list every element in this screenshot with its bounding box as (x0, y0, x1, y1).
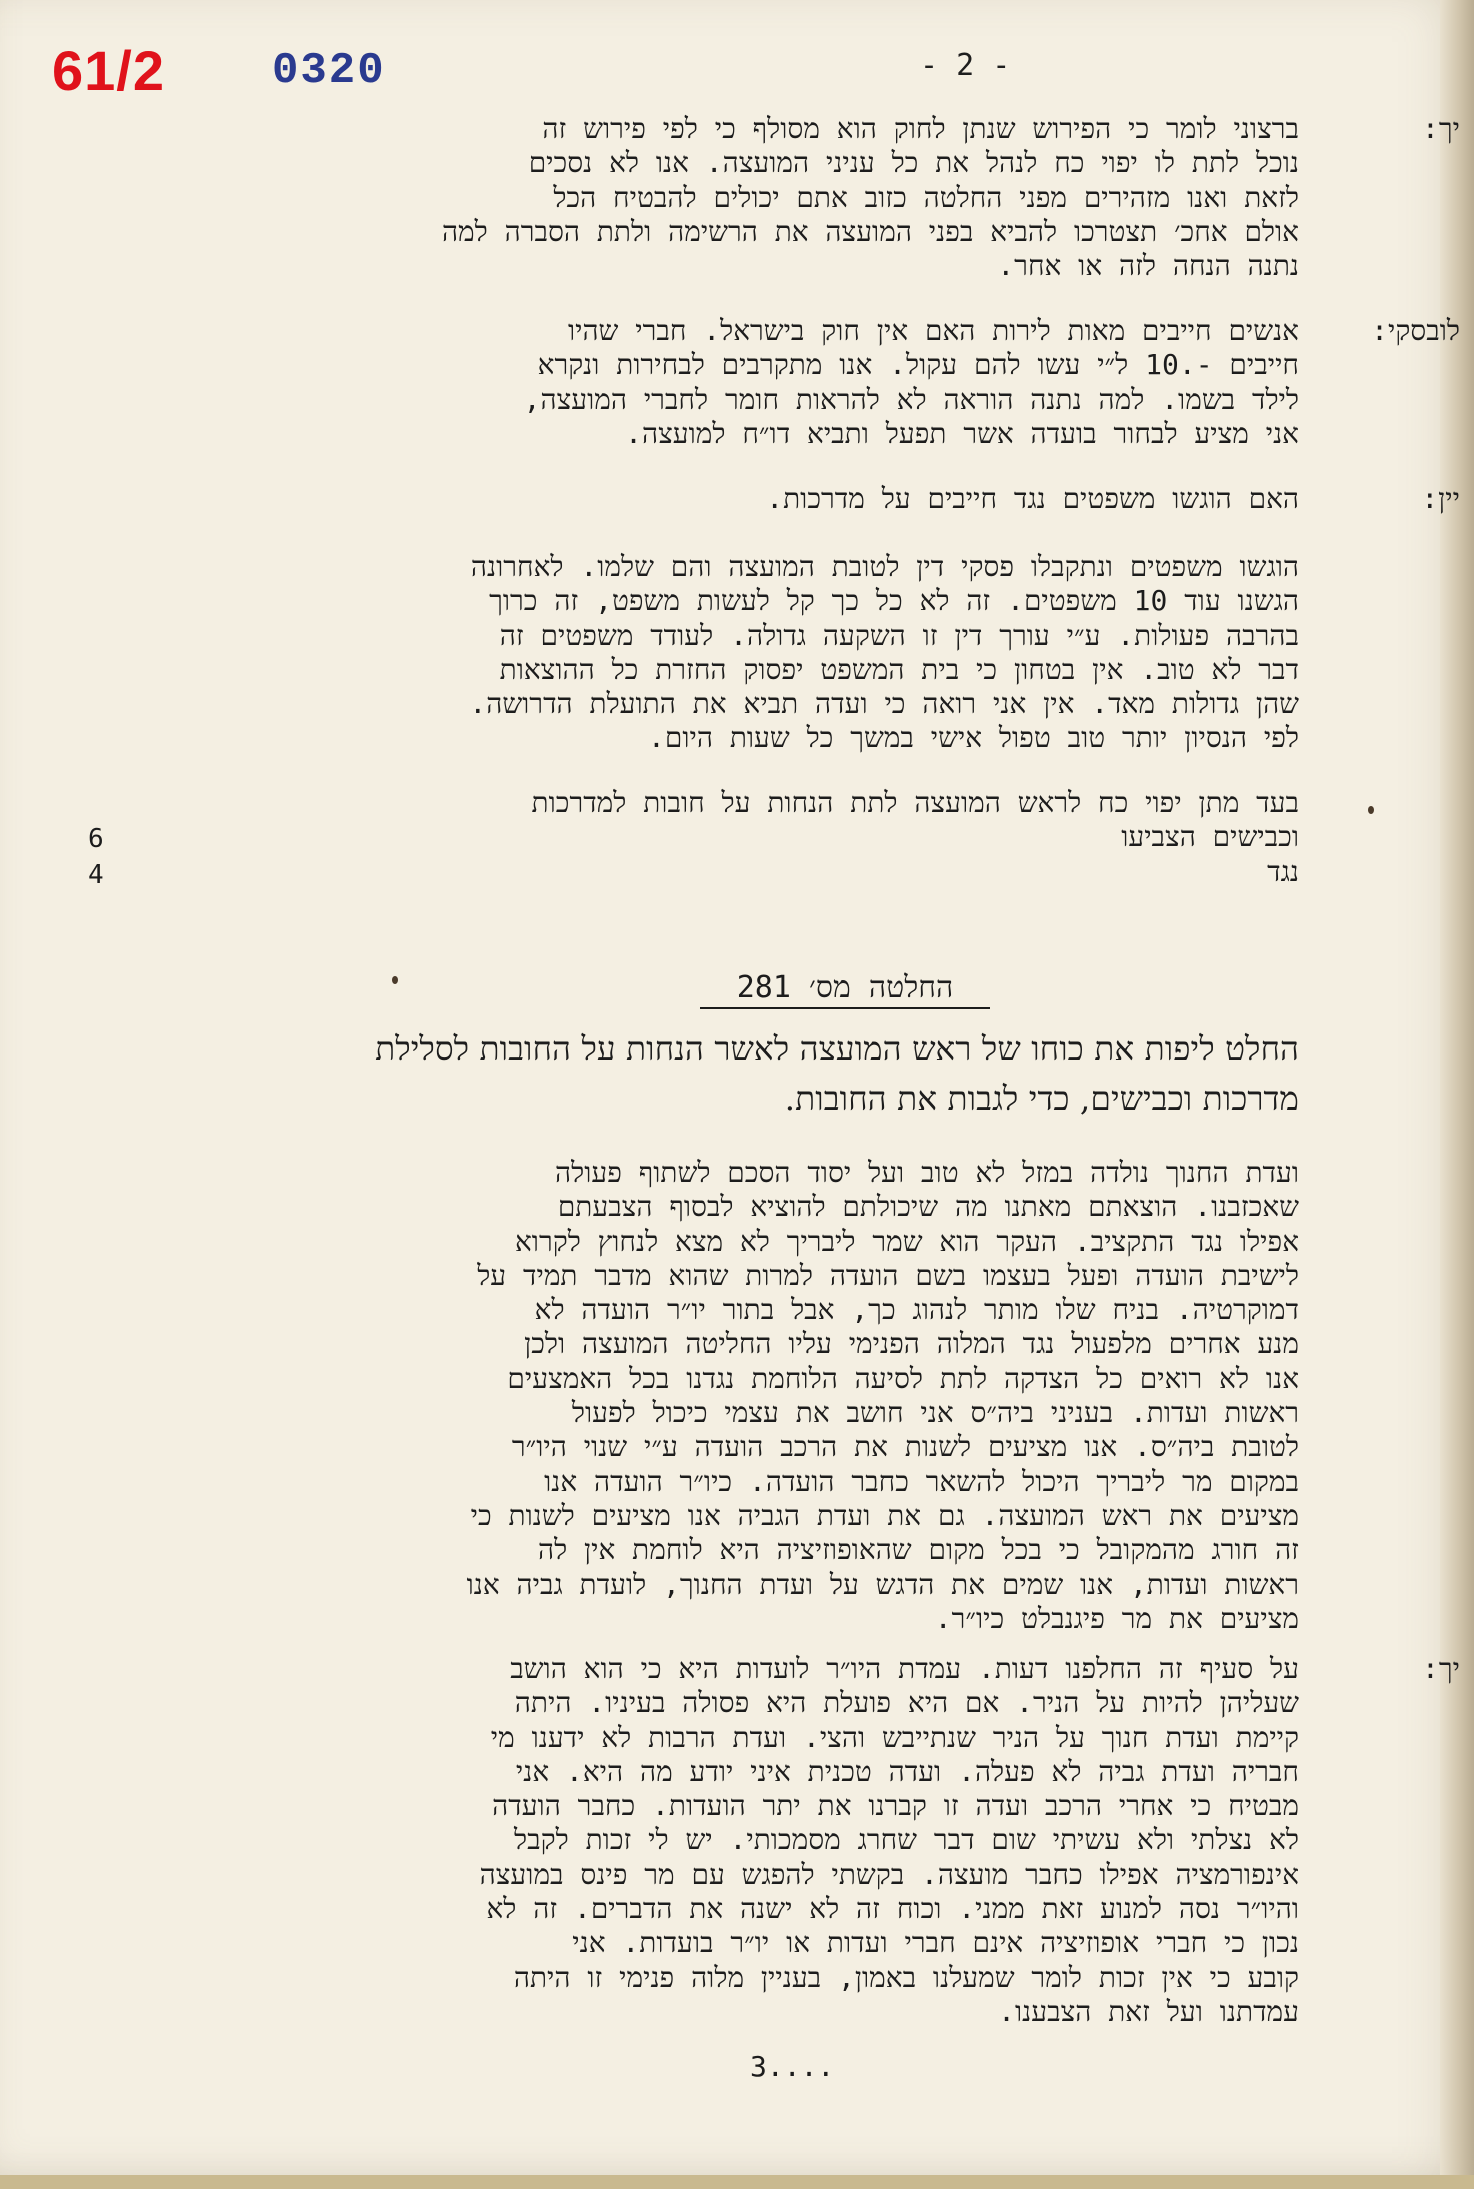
text-line: אפילו נגד התקציב. העקר הוא שמר ליבריך לא מצא לנחוץ לקרוא (514, 1224, 1299, 1258)
text-line: במקום מר ליבריך היכול להשאר כחבר הועדה. כיו״ר הועדה אנו (544, 1464, 1299, 1498)
text-line: ועדת החנוך נולדה במזל לא טוב ועל יסוד הסכם לשתוף פעולה (555, 1156, 1299, 1189)
speaker-label: יך: (1422, 112, 1460, 145)
text-line: לא נצלתי ולא עשיתי שום דבר שחרג מסמכותי. יש לי זכות לקבל (514, 1823, 1299, 1857)
text-line: קובע כי אין זכות לומר שמעלנו באמון, בעניין מלוה פנימי זו היתה (513, 1960, 1299, 1994)
text-line: אנשים חייבים מאות לירות האם אין חוק בישראל. חברי שהיו (567, 314, 1299, 347)
text-line: מנע אחרים מלפעול נגד המלוה הפנימי עליו החליטה המועצה ולכן (524, 1327, 1299, 1361)
text-line: מציעים את מר פיגנבלט כיו״ר. (934, 1601, 1299, 1635)
text-line: האם הוגשו משפטים נגד חייבים על מדרכות. (766, 482, 1299, 515)
text-line: לפי הנסיון יותר טוב טפול אישי במשך כל שעות היום. (648, 721, 1299, 755)
text-line: הוגשו משפטים ונתקבלו פסקי דין לטובת המועצה והם שלמו. לאחרונה (470, 550, 1299, 583)
text-line: לילד בשמו. למה נתנה הוראה לא להראות חומר לחברי המועצה, (523, 382, 1299, 416)
paragraph (442, 112, 1299, 283)
vote-for-label: וכבישים הצביעו (1121, 820, 1299, 854)
text-line: על סעיף זה החלפנו דעות. עמדת היו״ר לועדות היא כי הוא הושב (510, 1652, 1299, 1685)
speaker-label: לובסקי: (1371, 314, 1460, 347)
speaker-label: יין: (1421, 482, 1460, 515)
text-line: שעליהן להיות על הניר. אם היא פועלת היא פסולה בעיניו. היתה (514, 1686, 1299, 1720)
text-line: חבריה ועדת גביה לא פעלה. ועדה טכנית איני יודע מה היא. אני (515, 1754, 1299, 1788)
text-line: נוכל לתת לו יפוי כח לנהל את כל עניני המועצה. אנו לא נסכים (528, 146, 1299, 180)
text-line: שהן גדולות מאד. אין אני רואה כי ועדה תביא את התועלת הדרושה. (469, 687, 1299, 721)
text-line: אנו לא רואים כל הצדקה לתת לסיעה הלוחמת נגדנו בכל האמצעים (507, 1361, 1299, 1395)
paragraph (524, 314, 1299, 451)
document-number-stamp: 0320 (272, 46, 386, 96)
text-line: דבר לא טוב. אין בטחון כי בית המשפט יפסוק החזרת כל ההוצאות (499, 652, 1299, 686)
vote-motion: בעד מתן יפוי כח לראש המועצה לתת הנחות על חובות למדרכות (531, 786, 1299, 819)
page-number: - 2 - (920, 48, 1011, 83)
text-line: עמדתנו ועל זאת הצבענו. (998, 1994, 1299, 2028)
text-line: ברצוני לומר כי הפירוש שנתן לחוק הוא מסולף כי לפי פירוש זה (542, 112, 1299, 145)
text-line: והיו״ר נסה למנוע זאת ממני. וכוח זה לא ישנה את הדברים. זה לא (486, 1892, 1299, 1926)
continuation-marker: 3.... (750, 2050, 835, 2083)
text-line: קיימת ועדת חנוך על הניר שנתייבש והצי. ועדת הרבות לא ידענו מי (490, 1720, 1299, 1754)
page-bottom-edge (0, 2175, 1474, 2189)
vote-against-count: 4 (88, 860, 104, 890)
archive-reference-stamp: 61/2 (52, 39, 165, 102)
paragraph (480, 1652, 1299, 2029)
text-line: מציעים את ראש המועצה. גם את ועדת הגביה אנו מציעים לשנות כי (470, 1498, 1299, 1532)
text-line: שאכזבנו. הוצאתם מאתנו מה שיכולתם להוציא לבסוף הצבעתם (557, 1190, 1299, 1224)
text-line: דמוקרטיה. בניח שלו מותר לנהוג כך, אבל בתור יו״ר הועדה לא (534, 1293, 1299, 1327)
text-line: בהרבה פעולות. ע״י עורך דין זו השקעה גדולה. לעודד משפטים זה (499, 618, 1299, 652)
text-line: זה חורג מהמקובל כי בכל מקום שהאופוזיציה היא לוחמת אין לה (537, 1533, 1299, 1567)
text-line: מבטיח כי אחרי הרכב ועדה זו קברנו את יתר הועדות. כחבר הועדה (492, 1789, 1299, 1823)
paper-speck (1368, 806, 1374, 814)
vote-against-label: נגד (1267, 854, 1299, 888)
text-line: החלט ליפות את כוחו של ראש המועצה לאשר הנחות על החובות לסלילת (375, 1029, 1299, 1068)
text-line: לזאת ואנו מזהירים מפני החלטה כזוב אתם יכולים להבטיח הכל (553, 180, 1299, 214)
text-line: ראשות ועדות, אנו שמים את הדגש על ועדת החנוך, לועדת גביה אנו (466, 1567, 1299, 1601)
text-line: הגשנו עוד 10 משפטים. זה לא כל כך קל לעשות משפט, זה כרוך (489, 584, 1299, 618)
text-line: ראשות ועדות. בעניני ביה״ס אני חושב את עצמי כיכול לפעול (571, 1396, 1299, 1430)
text-line: אני מציע לבחור בועדה אשר תפעל ותביא דו״ח למועצה. (625, 416, 1299, 450)
text-line: לישיבת הועדה ופעל בעצמו בשם הועדה למרות שהוא מדבר תמיד על (477, 1258, 1299, 1292)
text-line: נתנה הנחה לזה או אחר. (997, 249, 1299, 283)
speaker-label: יך: (1422, 1652, 1460, 1685)
paragraph (467, 1156, 1299, 1636)
text-line: אינפורמציה אפילו כחבר מועצה. בקשתי להפגש עם מר פינס במועצה (479, 1857, 1299, 1891)
paper-speck (392, 976, 398, 984)
text-line: נכון כי חברי אופוזיציה אינם חברי ועדות או יו״ר בועדות. אני (572, 1926, 1299, 1960)
text-line: חייבים -.10 ל״י עשו להם עקול. אנו מתקרבים לבחירות ונקרא (537, 348, 1299, 382)
text-line: אולם אחכ׳ תצטרכו להביא בפני המועצה את הרשימה ולתת הסברה למה (441, 214, 1299, 248)
resolution-title: החלטה מס׳ 281 (700, 970, 990, 1009)
paragraph (469, 550, 1299, 756)
vote-block (532, 786, 1299, 889)
vote-for-count: 6 (88, 824, 104, 854)
text-line: לטובת ביה״ס. אנו מציעים לשנות את הרכב הועדה ע״י שנוי היו״ר (511, 1430, 1299, 1464)
text-line: מדרכות וכבישים, כדי לגבות את החובות. (784, 1079, 1299, 1118)
paragraph (766, 482, 1299, 516)
resolution-text (375, 1024, 1299, 1124)
